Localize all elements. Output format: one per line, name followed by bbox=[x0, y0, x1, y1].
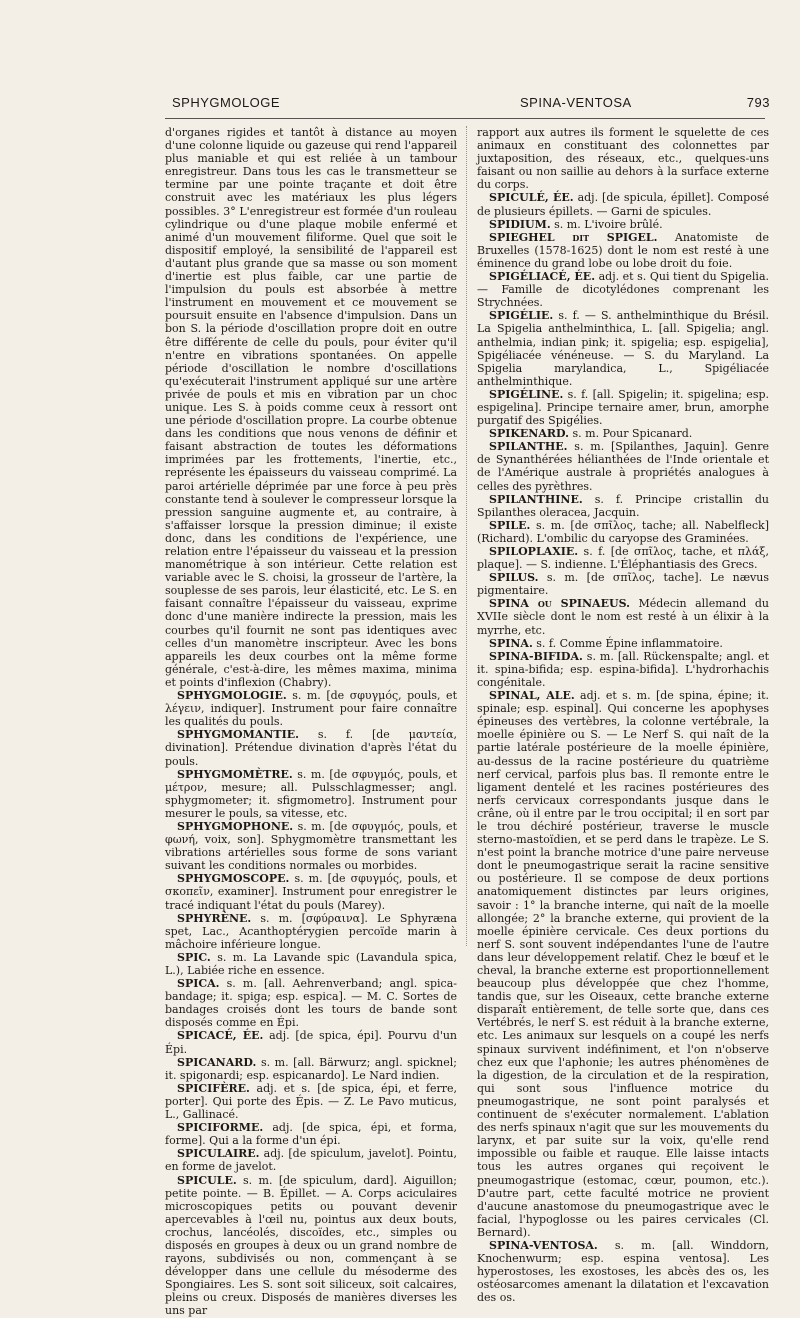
header-left-guide-word: SPHYGMOLOGE bbox=[172, 95, 281, 110]
entry-text: s. m. [all. Aehrenverband; angl. spica-bandage; it. spiga; esp. espica]. — M. C. Sortes de bandages croisés dont les tours de bande sont disposés comme en Épi. bbox=[165, 977, 457, 1030]
entry-text: s. m. [de σφυγμός, pouls, et λέγειν, indiquer]. Instrument pour faire connaître les qualités du pouls. bbox=[165, 689, 457, 729]
entry-headword: SPILANTHINE. bbox=[489, 492, 583, 506]
dictionary-entry bbox=[477, 388, 769, 427]
entry-text: Médecin allemand du XVIIe siècle dont le nom est resté à un élixir à la myrrhe, etc. bbox=[477, 597, 769, 637]
entry-headword: SPICULÉ, ÉE. bbox=[489, 191, 574, 205]
dictionary-entry bbox=[477, 689, 769, 1239]
dictionary-entry bbox=[477, 637, 769, 650]
entry-headword: SPIEGHEL dit SPIGEL. bbox=[489, 230, 658, 244]
entry-text: s. f. [all. Spigelin; it. spigelina; esp. espigelina]. Principe ternaire amer, brun, amorphe purgatif des Spigélies. bbox=[477, 387, 769, 428]
entry-headword: SPICA. bbox=[177, 977, 220, 991]
entry-text: s. m. [all. Rückenspalte; angl. et it. spina-bifida; esp. espina-bifida]. L'hydrorhachis congénitale. bbox=[477, 649, 769, 689]
page-number: 793 bbox=[746, 95, 770, 110]
entry-headword: SPIKENARD. bbox=[489, 427, 570, 441]
dictionary-entry bbox=[165, 872, 457, 911]
entry-text: adj. et s. m. [de spina, épine; it. spinale; esp. espinal]. Qui concerne les apophyses épineuses des vertèbres, la colonne vertébrale, la moelle épinière ou S. — Le Nerf S. qui naît de la partie latérale postérieure de la moelle épinière, au-dessus de la racine postérieure du quatrième nerf cervical, parfois plus bas. Il remonte entre le ligament dentelé et les racines postérieures des nerfs cervicaux correspondants jusque dans le crâne, où il entre par le trou occipital; il en sort par le trou déchiré postérieur, traverse le muscle sterno-mastoïdien, et se perd dans le trapèze. Le S. n'est point la branche motrice d'une paire nerveuse dont le pneumogastrique serait la racine sensitive ou postérieure. Il se compose de deux portions anatomiquement distinctes par leurs origines, savoir : 1° la branche interne, qui naît de la moelle allongée; 2° la branche externe, qui provient de la moelle épinière cervicale. Ces deux portions du nerf S. sont souvent indépendantes l'une de l'autre dans leur développement relatif. Chez le bœuf et le cheval, la branche externe est proportionnellement beaucoup plus développée que chez l'homme, tandis que, sur les Oiseaux, cette branche externe disparaît entièrement, de telle sorte que, dans ces Vertébrés, le nerf S. est réduit à la branche externe, etc. Les animaux sur lesquels on a coupé les nerfs spinaux survivent indéfiniment, et l'on n'observe chez eux que l'aphonie; les autres phénomènes de la digestion, de la circulation et de la respiration, qui sont sous l'influence motrice du pneumogastrique, ne sont point paralysés et continuent de s'exécuter normalement. L'ablation des nerfs spinaux n'agit que sur les mouvements du larynx, et par suite sur la voix, qu'elle rend impossible ou faible et rauque. Elle laisse intacts tous les autres organes qui reçoivent le pneumogastrique (estomac, cœur, poumon, etc.). D'autre part, cette faculté motrice ne provient d'aucune anastomose du pneumogastrique avec le facial, l'hypoglosse ou les paires cervicales (Cl. Bernard). bbox=[477, 689, 769, 1239]
entry-text: s. m. [Spilanthes, Jaquin]. Genre de Synanthérées hélianthées de l'Inde orientale et de l'Amérique australe à propriétés analogues à celles des pyrèthres. bbox=[477, 440, 769, 493]
dictionary-entry bbox=[165, 912, 457, 951]
dictionary-entry bbox=[477, 597, 769, 636]
entry-text: s. m. [all. Bärwurz; angl. spicknel; it. spigonardi; esp. espicanardo]. Le Nard indien. bbox=[165, 1055, 457, 1082]
entry-headword: SPHYGMOMANTIE. bbox=[177, 728, 299, 742]
header-rule bbox=[165, 118, 765, 119]
entry-text: s. m. [de σφυγμός, pouls, et σκοπεῖν, examiner]. Instrument pour enregistrer le tracé indiquant l'état du pouls (Marey). bbox=[165, 872, 457, 912]
continued-paragraph bbox=[165, 126, 457, 689]
dictionary-entry bbox=[477, 231, 769, 270]
entry-headword: SPICIFÈRE. bbox=[177, 1081, 250, 1095]
entry-text: rapport aux autres ils forment le squelette de ces animaux en constituant des colonnettes par juxtaposition, des réseaux, etc., quelques-uns faisant ou non saillie au dehors à la surface externe du corps. bbox=[477, 126, 769, 192]
right-column bbox=[477, 126, 769, 1304]
entry-headword: SPICACÉ, ÉE. bbox=[177, 1029, 264, 1043]
entry-text: s. m. Pour Spicanard. bbox=[569, 427, 693, 441]
dictionary-entry bbox=[165, 1174, 457, 1318]
dictionary-entry bbox=[165, 1029, 457, 1055]
entry-headword: SPIGÉLIACÉ, ÉE. bbox=[489, 270, 596, 284]
entry-text: adj. [de spicula, épillet]. Composé de plusieurs épillets. — Garni de spicules. bbox=[477, 191, 769, 218]
entry-text: s. f. — S. anthelminthique du Brésil. La Spigelia anthelminthica, L. [all. Spigelia; angl. anthelmia, indian pink; it. spigelia; esp. espigelia], Spigéliacée vénéneuse. — S. du Maryland. La Spigelia marylandica, L., Spigéliacée anthelminthique. bbox=[477, 309, 769, 388]
dictionary-entry bbox=[165, 977, 457, 1029]
left-column bbox=[165, 126, 457, 1318]
entry-text: s. f. Comme Épine inflammatoire. bbox=[532, 636, 723, 650]
entry-headword: SPICANARD. bbox=[177, 1055, 257, 1069]
entry-headword: SPIGÉLIE. bbox=[489, 309, 554, 323]
entry-headword: SPIGÉLINE. bbox=[489, 387, 564, 401]
dictionary-entry bbox=[477, 309, 769, 388]
entry-text: adj. [de spica, épi, et forma, forme]. Qui a la forme d'un épi. bbox=[165, 1121, 457, 1148]
entry-text: s. m. [de spiculum, dard]. Aiguillon; petite pointe. — B. Épillet. — A. Corps aciculaires microscopiques petits ou pouvant devenir apercevables à l'œil nu, pointus aux deux bouts, crochus, lancéolés, discoïdes, etc., simples ou disposés en groupes à deux ou un grand nombre de rayons, subdivisés ou non, commençant à se développer dans une cellule du mésoderme des Spongiaires. Les S. sont soit siliceux, soit calcaires, pleins ou creux. Disposés de manières diverses les uns par bbox=[165, 1173, 457, 1318]
dictionary-entry bbox=[477, 493, 769, 519]
dictionary-entry bbox=[477, 545, 769, 571]
entry-text: s. m. L'ivoire brûlé. bbox=[550, 217, 663, 231]
dictionary-entry bbox=[477, 1239, 769, 1304]
entry-text: s. m. [de σπῖλος, tache; all. Nabelfleck] (Richard). L'ombilic du caryopse des Graminées. bbox=[477, 518, 769, 545]
entry-headword: SPICULE. bbox=[177, 1173, 237, 1187]
dictionary-entry bbox=[165, 951, 457, 977]
entry-text: d'organes rigides et tantôt à distance au moyen d'une colonne liquide ou gazeuse qui rend l'appareil plus maniable et qui est reliée à un tambour enregistreur. Dans tous les cas le transmetteur se termine par une pointe traçante et doit être construit avec les matériaux les plus légers possibles. 3° L'enregistreur est formée d'un rouleau cylindrique ou d'une plaque mobile enfermé et animé d'un mouvement filiforme. Quel que soit le dispositif employé, la sensibilité de l'appareil est d'autant plus grande que sa masse ou son moment d'inertie est plus faible, car une partie de l'impulsion du pouls est absorbée à mettre l'instrument en mouvement et ce mouvement se poursuit ensuite en l'absence d'impulsion. Dans un bon S. la période d'oscillation propre doit en outre être différente de celle du pouls, pour éviter qu'il n'entre en vibrations spontanées. On appelle période d'oscillation le nombre d'oscillations qu'exécuterait l'instrument appliqué sur une artère privée de pouls et mis en vibration par un choc unique. Les S. à poids comme ceux à ressort ont une période d'oscillation propre. La courbe obtenue dans les conditions que nous venons de définir et faisant abstraction de toutes les déformations imprimées par les frottements, l'inertie, etc., représente les épaisseurs du vaisseau comprimé. La paroi artérielle déprimée par une force à peu près constante tend à soulever le compresseur lorsque la pression sanguine augmente et, au contraire, à s'affaisser lorsque la pression diminue; il existe donc, dans les conditions de l'expérience, une relation entre l'épaisseur du vaisseau et la pression manométrique à son intérieur. Cette relation est variable avec le S. choisi, la grosseur de l'artère, la souplesse de ses parois, leur élasticité, etc. Le S. en faisant connaître l'épaisseur du vaisseau, exprime donc d'une manière indirecte la pression, mais les courbes qu'il fournit ne sont pas identiques avec celles d'un manomètre inscripteur. Avec les bons appareils les deux courbes ont la même forme générale, c'est-à-dire, les mêmes maxima, minima et points d'inflexion (Chabry). bbox=[165, 126, 458, 689]
entry-headword: SPHYGMOSCOPE. bbox=[177, 872, 290, 886]
entry-text: adj. [de spica, épi]. Pourvu d'un Épi. bbox=[165, 1029, 458, 1056]
entry-headword: SPINA. bbox=[489, 636, 533, 650]
dictionary-entry bbox=[477, 519, 769, 545]
dictionary-entry bbox=[165, 1147, 457, 1173]
entry-headword: SPILE. bbox=[489, 518, 531, 532]
dictionary-entry bbox=[165, 689, 457, 728]
dictionary-entry bbox=[165, 1121, 457, 1147]
entry-text: s. m. [σφύραινα]. Le Sphyræna spet, Lac., Acanthoptérygien percoïde marin à mâchoire inférieure longue. bbox=[165, 911, 457, 951]
entry-text: s. m. [de σπῖλος, tache]. Le nævus pigmentaire. bbox=[477, 571, 769, 598]
entry-headword: SPHYGMOLOGIE. bbox=[177, 689, 287, 703]
entry-headword: SPILOPLAXIE. bbox=[489, 545, 579, 558]
dictionary-entry bbox=[477, 218, 769, 231]
entry-headword: SPICULAIRE. bbox=[177, 1147, 260, 1161]
entry-text: s. m. [de σφυγμός, pouls, et φωνή, voix, son]. Sphygmomètre transmettant les vibrations artérielles sous forme de sons variant suivant les conditions normales ou morbides. bbox=[165, 819, 457, 873]
entry-text: s. m. [de σφυγμός, pouls, et μέτρον, mesure; all. Pulsschlagmesser; angl. sphygmometer; it. sfigmometro]. Instrument pour mesurer le pouls, sa vitesse, etc. bbox=[165, 767, 457, 820]
entry-headword: SPINAL, ALE. bbox=[489, 689, 575, 703]
entry-headword: SPHYRÈNE. bbox=[177, 911, 252, 925]
dictionary-entry bbox=[165, 1056, 457, 1082]
entry-text: s. f. [de μαντεία, divination]. Prétendue divination d'après l'état du pouls. bbox=[165, 728, 457, 768]
entry-headword: SPILANTHE. bbox=[489, 440, 568, 454]
dictionary-entry bbox=[165, 1082, 457, 1121]
entry-headword: SPIDIUM. bbox=[489, 217, 551, 231]
entry-text: adj. et s. [de spica, épi, et ferre, porter]. Qui porte des Épis. — Z. Le Pavo muticus, L., Gallinacé. bbox=[165, 1081, 457, 1122]
entry-headword: SPIC. bbox=[177, 950, 211, 964]
header-right-guide-word: SPINA-VENTOSA bbox=[520, 95, 632, 110]
entry-text: Anatomiste de Bruxelles (1578-1625) dont le nom est resté à une éminence du grand lobe ou lobe droit du foie. bbox=[477, 230, 769, 270]
column-divider bbox=[466, 126, 467, 946]
entry-headword: SPHYGMOPHONE. bbox=[177, 819, 294, 833]
continued-paragraph bbox=[477, 126, 769, 191]
dictionary-entry bbox=[477, 191, 769, 217]
dictionary-entry bbox=[165, 728, 457, 767]
entry-text: s. m. La Lavande spic (Lavandula spica, L.), Labiée riche en essence. bbox=[165, 950, 457, 977]
entry-text: s. f. Principe cristallin du Spilanthes oleracea, Jacquin. bbox=[477, 492, 769, 519]
entry-text: s. f. [de σπῖλος, tache, et πλάξ, plaque]. — S. indienne. L'Éléphantiasis des Grecs. bbox=[477, 545, 769, 572]
entry-text: adj. et s. Qui tient du Spigelia. — Famille de dicotylédones comprenant les Strychnées. bbox=[477, 270, 770, 310]
entry-headword: SPILUS. bbox=[489, 571, 539, 585]
running-header bbox=[160, 95, 770, 117]
entry-headword: SPINA-VENTOSA. bbox=[489, 1238, 598, 1252]
entry-headword: SPINA ou SPINAEUS. bbox=[489, 597, 630, 611]
entry-headword: SPHYGMOMÈTRE. bbox=[177, 767, 293, 781]
entry-headword: SPINA-BIFIDA. bbox=[489, 649, 583, 663]
entry-text: adj. [de spiculum, javelot]. Pointu, en forme de javelot. bbox=[165, 1147, 457, 1174]
dictionary-entry bbox=[477, 440, 769, 492]
dictionary-entry bbox=[165, 820, 457, 872]
entry-headword: SPICIFORME. bbox=[177, 1121, 264, 1135]
dictionary-entry bbox=[477, 650, 769, 689]
dictionary-entry bbox=[477, 571, 769, 597]
entry-text: s. m. [all. Winddorn, Knochenwurm; esp. espina ventosa]. Les hyperostoses, les exostoses, les abcès des os, les ostéosarcomes amenant la dilatation et l'excavation des os. bbox=[477, 1238, 769, 1305]
dictionary-entry bbox=[165, 768, 457, 820]
dictionary-entry bbox=[477, 427, 769, 440]
dictionary-entry bbox=[477, 270, 769, 309]
